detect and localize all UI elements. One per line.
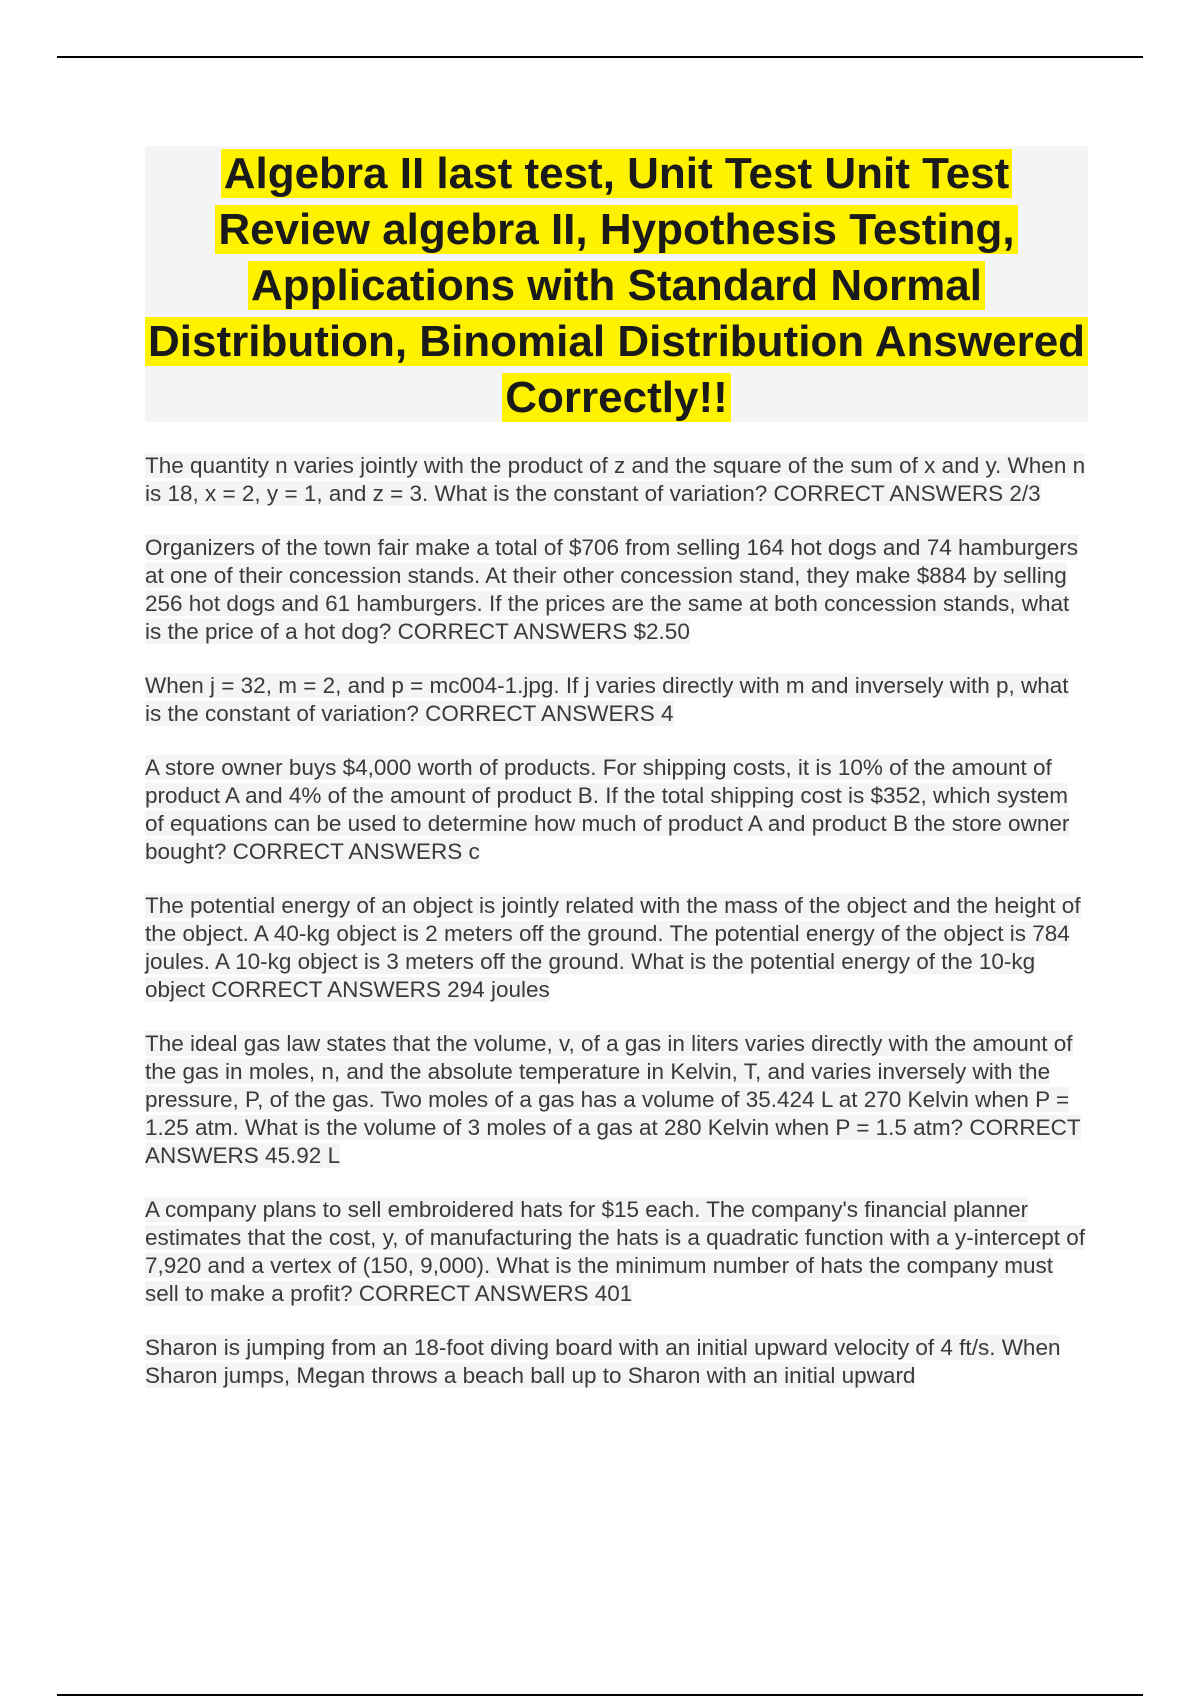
qa-entry-7-text: A company plans to sell embroidered hats for $15 each. The company's financial planner estimates that the cost, y, of manufacturing the hats is a quadratic function with a y-intercept of 7,920 and a vertex of (150, 9,000). What is the minimum number of hats the company must sell to make a profit? CORRECT ANSWERS 401: [145, 1197, 1086, 1306]
qa-entry-2-text: Organizers of the town fair make a total of $706 from selling 164 hot dogs and 74 hamburgers at one of their concession stands. At their other concession stand, they make $884 by selling 256 hot dogs and 61 hamburgers. If the prices are the same at both concession stands, what is the price of a hot dog? CORRECT ANSWERS $2.50: [145, 535, 1079, 644]
qa-entry-1-text: The quantity n varies jointly with the product of z and the square of the sum of x and y. When n is 18, x = 2, y = 1, and z = 3. What is the constant of variation? CORRECT ANSWERS 2/3: [145, 453, 1086, 506]
header-rule: [57, 56, 1143, 58]
qa-entry-6: [145, 1030, 1088, 1170]
title-block: [145, 146, 1088, 422]
footer-rule: [57, 1694, 1143, 1696]
qa-entry-7: [145, 1196, 1088, 1308]
qa-entry-6-text: The ideal gas law states that the volume, v, of a gas in liters varies directly with the amount of the gas in moles, n, and the absolute temperature in Kelvin, T, and varies inversely with the pressure, P, of the gas. Two moles of a gas has a volume of 35.424 L at 270 Kelvin when P = 1.25 atm. What is the volume of 3 moles of a gas at 280 Kelvin when P = 1.5 atm? CORRECT ANSWERS 45.92 L: [145, 1031, 1081, 1168]
qa-entry-1: [145, 452, 1088, 508]
qa-entry-8: [145, 1334, 1088, 1390]
qa-entry-4: [145, 754, 1088, 866]
qa-list: [145, 452, 1088, 1416]
qa-entry-2: [145, 534, 1088, 646]
qa-entry-4-text: A store owner buys $4,000 worth of products. For shipping costs, it is 10% of the amount of product A and 4% of the amount of product B. If the total shipping cost is $352, which system of equations can be used to determine how much of product A and product B the store owner bought? CORRECT ANSWERS c: [145, 755, 1070, 864]
qa-entry-5-text: The potential energy of an object is jointly related with the mass of the object and the height of the object. A 40-kg object is 2 meters off the ground. The potential energy of the object is 784 joules. A 10-kg object is 3 meters off the ground. What is the potential energy of the 10-kg object CORRECT ANSWERS 294 joules: [145, 893, 1081, 1002]
qa-entry-3: [145, 672, 1088, 728]
qa-entry-3-text: When j = 32, m = 2, and p = mc004-1.jpg. If j varies directly with m and inversely with p, what is the constant of variation? CORRECT ANSWERS 4: [145, 673, 1069, 726]
document-title-text: Algebra II last test, Unit Test Unit Test Review algebra II, Hypothesis Testing, Applications with Standard Normal Distribution, Binomial Distribution Answered Correctly!!: [145, 149, 1088, 422]
qa-entry-5: [145, 892, 1088, 1004]
qa-entry-8-text: Sharon is jumping from an 18-foot diving board with an initial upward velocity of 4 ft/s. When Sharon jumps, Megan throws a beach ball up to Sharon with an initial upward: [145, 1335, 1061, 1388]
document-title: [145, 146, 1088, 426]
